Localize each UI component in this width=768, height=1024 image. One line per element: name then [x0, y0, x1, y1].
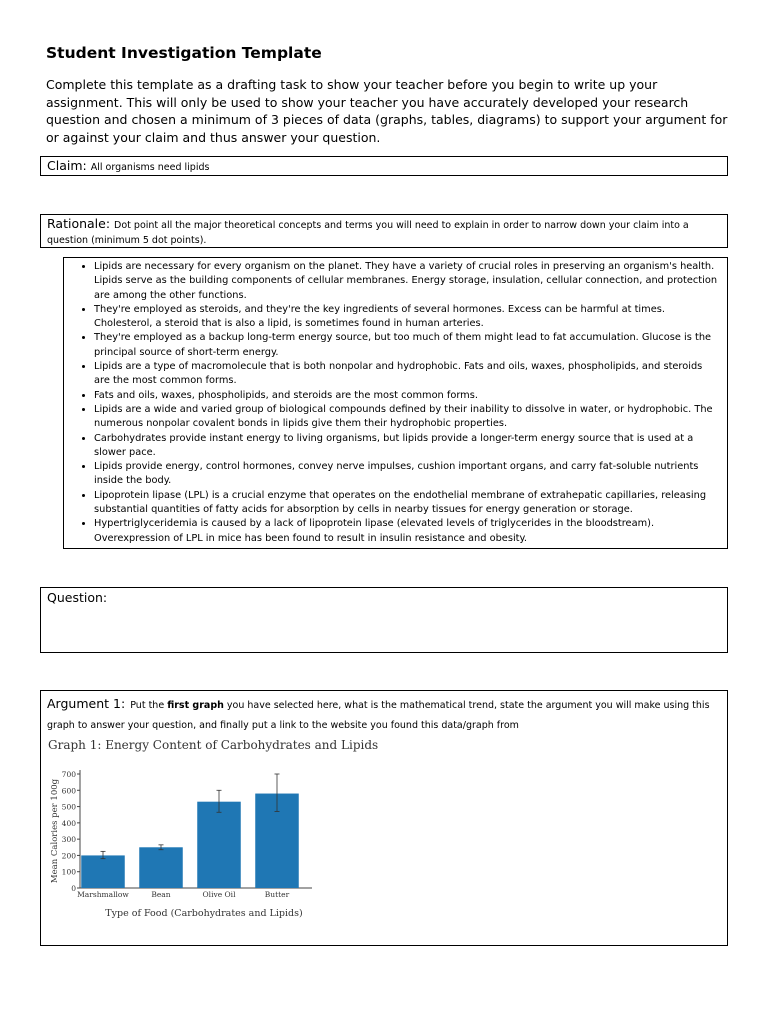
chart-title: Graph 1: Energy Content of Carbohydrates and Lipids — [48, 738, 379, 752]
rationale-point: • They're employed as a backup long-term energy source, but too much of them might lead to fat accumulation. Glucose is the principal source of short-term energy. — [94, 331, 721, 360]
x-tick-label: Butter — [264, 890, 290, 899]
rationale-point: • Fats and oils, waxes, phospholipids, and steroids are the most common forms. — [94, 389, 721, 403]
x-tick-label: Olive Oil — [202, 890, 236, 899]
document-title: Student Investigation Template — [46, 44, 322, 62]
y-tick-label: 100 — [61, 867, 76, 877]
y-tick-label: 200 — [61, 851, 76, 861]
argument-1-instruction-bold: first graph — [167, 700, 224, 711]
question-box[interactable] — [40, 587, 728, 653]
x-tick-label: Marshmallow — [77, 890, 129, 899]
energy-content-chart — [44, 738, 379, 923]
rationale-point: • Lipids are necessary for every organism on the planet. They have a variety of crucial roles in preserving an organism's health. Lipids serve as the building components of cellular membranes. Energy storage, insulation, cellular connection, and protection are among the other functions. — [94, 260, 721, 303]
y-tick-label: 0 — [71, 884, 76, 893]
x-axis-title: Type of Food (Carbohydrates and Lipids) — [105, 908, 303, 919]
rationale-point: • Lipids are a type of macromolecule that is both nonpolar and hydrophobic. Fats and oils, waxes, phospholipids, and steroids are the most common forms. — [94, 360, 721, 389]
y-tick-label: 600 — [61, 786, 76, 796]
bar — [81, 855, 125, 888]
rationale-box[interactable] — [40, 214, 728, 248]
rationale-label: Rationale: — [47, 216, 111, 231]
claim-text: All organisms need lipids — [90, 162, 210, 173]
rationale-point-list — [70, 260, 721, 546]
bar — [139, 847, 183, 888]
rationale-points-box[interactable] — [63, 257, 728, 549]
claim-box[interactable] — [40, 156, 728, 176]
argument-1-instruction-post: you have selected here, what is the mathematical trend, state the argument you will make using this graph to answer your question, and finally put a link to the website you found this data/graph from — [47, 700, 710, 731]
y-axis-title: Mean Calories per 100g — [50, 778, 60, 884]
rationale-point: • Hypertriglyceridemia is caused by a lack of lipoprotein lipase (elevated levels of triglycerides in the bloodstream). Overexpression of LPL in mice has been found to result in insulin resistance and obesity. — [94, 517, 721, 546]
chart-svg — [44, 738, 334, 923]
question-label: Question: — [47, 590, 108, 605]
rationale-instruction: Dot point all the major theoretical concepts and terms you will need to explain in order to narrow down your claim into a question (minimum 5 dot points). — [47, 220, 689, 246]
argument-1-label: Argument 1: — [47, 696, 126, 711]
argument-1-instruction — [47, 700, 710, 731]
argument-1-instruction-pre: Put the — [130, 700, 168, 711]
rationale-point: • Carbohydrates provide instant energy to living organisms, but lipids provide a longer-term energy source that is used at a slower pace. — [94, 432, 721, 461]
y-tick-label: 700 — [61, 770, 76, 779]
bar — [197, 802, 241, 888]
x-tick-label: Bean — [151, 890, 171, 899]
rationale-point: • They're employed as steroids, and they're the key ingredients of several hormones. Excess can be harmful at times. Cholesterol, a steroid that is also a lipid, is sometimes found in human arteries. — [94, 303, 721, 332]
rationale-point: • Lipoprotein lipase (LPL) is a crucial enzyme that operates on the endothelial membrane of extrahepatic capillaries, releasing substantial quantities of fatty acids for absorption by cells in nearby tissues for energy generation or storage. — [94, 489, 721, 518]
rationale-point: • Lipids provide energy, control hormones, convey nerve impulses, cushion important organs, and carry fat-soluble nutrients inside the body. — [94, 460, 721, 489]
rationale-point: • Lipids are a wide and varied group of biological compounds defined by their inability to dissolve in water, or hydrophobic. The numerous nonpolar covalent bonds in lipids give them their hydrophobic properties. — [94, 403, 721, 432]
y-tick-label: 500 — [61, 802, 76, 812]
y-tick-label: 300 — [61, 835, 76, 845]
y-tick-label: 400 — [61, 818, 76, 828]
claim-label: Claim: — [47, 158, 87, 173]
intro-paragraph: Complete this template as a drafting task to show your teacher before you begin to write up your assignment. This will only be used to show your teacher you have accurately developed your research question and chosen a minimum of 3 pieces of data (graphs, tables, diagrams) to support your argument for or against your claim and thus answer your question. — [46, 77, 728, 145]
